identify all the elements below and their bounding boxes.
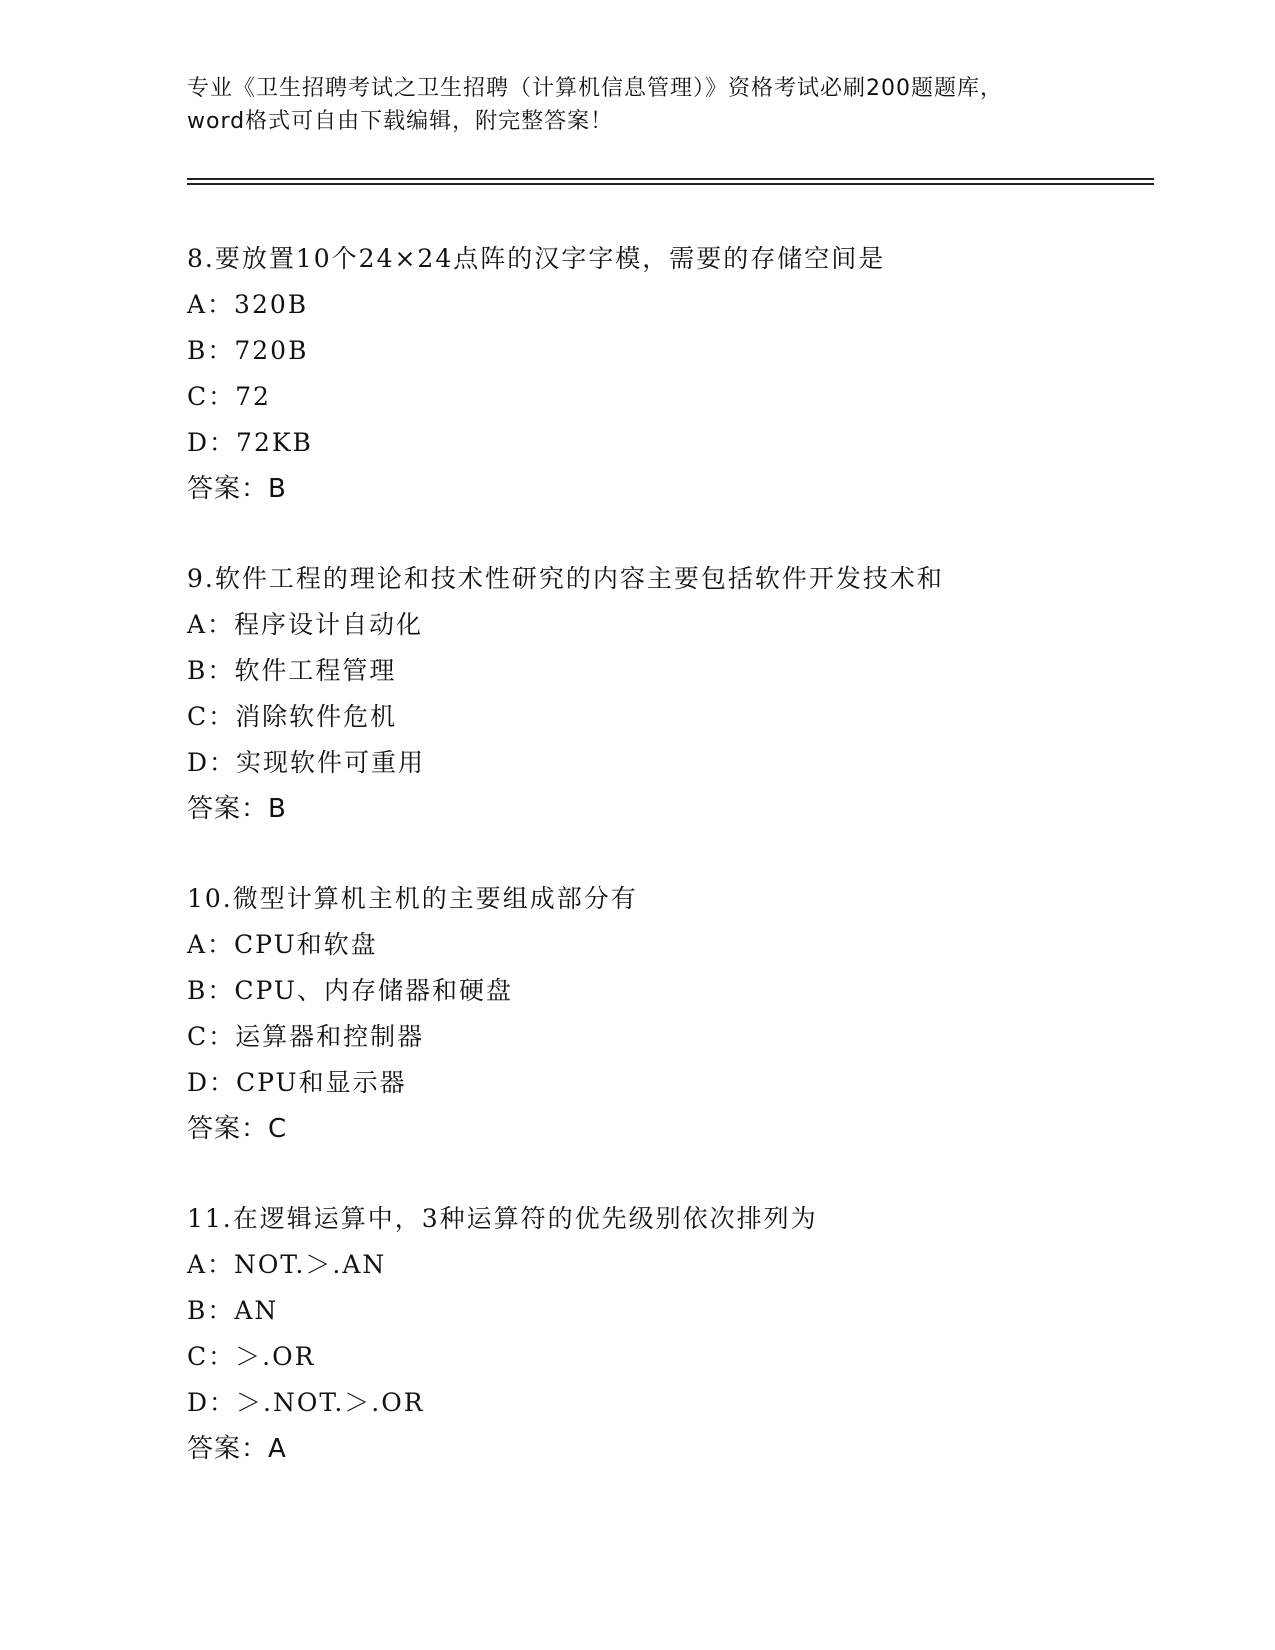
question-11 <box>187 1196 1147 1516</box>
question-stem: 8.要放置10个24×24点阵的汉字字模，需要的存储空间是 <box>187 244 886 273</box>
header-title-line-2: word格式可自由下载编辑，附完整答案！ <box>187 109 614 134</box>
option-d: D：＞.NOT.＞.OR <box>187 1388 425 1417</box>
option-c: C：72 <box>187 382 271 411</box>
option-b: B：软件工程管理 <box>187 656 397 685</box>
answer-line: 答案：C <box>187 1114 288 1144</box>
question-stem: 11.在逻辑运算中，3种运算符的优先级别依次排列为 <box>187 1204 818 1233</box>
answer-line: 答案：A <box>187 1434 287 1464</box>
option-d: D：实现软件可重用 <box>187 748 426 777</box>
answer-line: 答案：B <box>187 794 287 824</box>
question-list <box>187 236 1147 1516</box>
option-a: A：CPU和软盘 <box>187 930 378 959</box>
answer-line: 答案：B <box>187 474 287 504</box>
option-c: C：运算器和控制器 <box>187 1022 425 1051</box>
question-9 <box>187 556 1147 876</box>
question-stem: 10.微型计算机主机的主要组成部分有 <box>187 884 638 913</box>
option-b: B：AN <box>187 1296 279 1325</box>
header-divider-bottom <box>187 183 1154 185</box>
option-d: D：72KB <box>187 428 313 457</box>
option-a: A：NOT.＞.AN <box>187 1250 387 1279</box>
option-a: A：320B <box>187 290 309 319</box>
header-title-line-1: 专业《卫生招聘考试之卫生招聘（计算机信息管理）》资格考试必刷200题题库， <box>187 76 1003 101</box>
question-stem: 9.软件工程的理论和技术性研究的内容主要包括软件开发技术和 <box>187 564 944 593</box>
option-a: A：程序设计自动化 <box>187 610 424 639</box>
question-10 <box>187 876 1147 1196</box>
option-b: B：CPU、内存储器和硬盘 <box>187 976 513 1005</box>
question-8 <box>187 236 1147 556</box>
header-divider-top <box>187 178 1154 180</box>
option-d: D：CPU和显示器 <box>187 1068 407 1097</box>
option-c: C：＞.OR <box>187 1342 316 1371</box>
option-b: B：720B <box>187 336 309 365</box>
document-header <box>187 72 1087 138</box>
option-c: C：消除软件危机 <box>187 702 398 731</box>
